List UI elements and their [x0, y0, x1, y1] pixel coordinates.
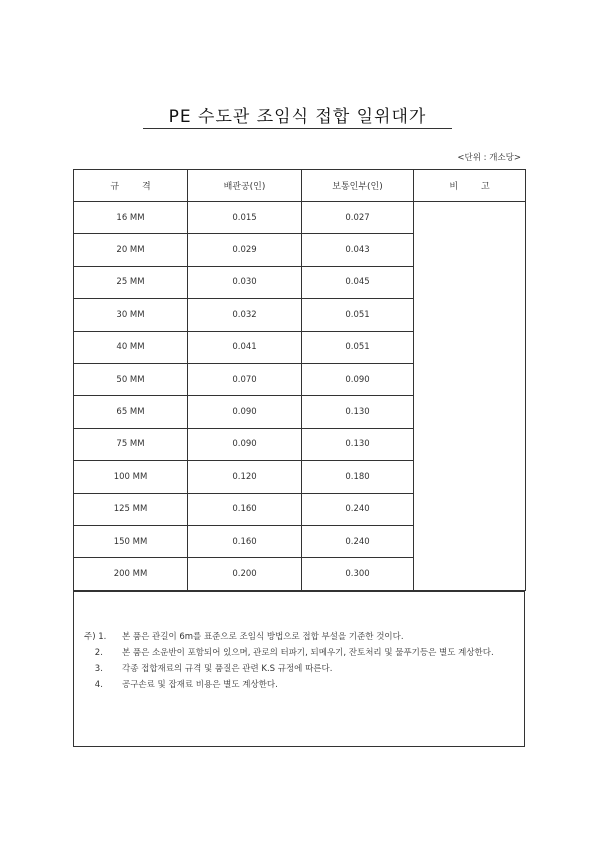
laborer-cell: 0.090: [302, 363, 414, 395]
spec-cell: 75 MM: [74, 428, 188, 460]
spec-cell: 100 MM: [74, 461, 188, 493]
plumber-cell: 0.200: [188, 558, 302, 590]
laborer-cell: 0.240: [302, 525, 414, 557]
spec-cell: 30 MM: [74, 299, 188, 331]
table-header-row: [74, 170, 526, 202]
plumber-cell: 0.029: [188, 234, 302, 266]
header-spec: 규 격: [74, 170, 188, 202]
note-number: 3.: [84, 664, 103, 674]
note-text: 본 품은 관길이 6m를 표준으로 조임식 방법으로 접합 부설을 기준한 것이다.: [122, 632, 404, 642]
plumber-cell: 0.090: [188, 396, 302, 428]
note-text: 공구손료 및 잡재료 비용은 별도 계상한다.: [122, 680, 278, 690]
note-item: [84, 661, 524, 677]
plumber-cell: 0.032: [188, 299, 302, 331]
laborer-cell: 0.051: [302, 299, 414, 331]
header-laborer: 보통인부(인): [302, 170, 414, 202]
laborer-cell: 0.045: [302, 266, 414, 298]
note-item: [84, 629, 524, 645]
note-item: [84, 645, 524, 661]
plumber-cell: 0.120: [188, 461, 302, 493]
spec-cell: 125 MM: [74, 493, 188, 525]
laborer-cell: 0.130: [302, 396, 414, 428]
laborer-cell: 0.240: [302, 493, 414, 525]
note-number: 4.: [84, 680, 103, 690]
plumber-cell: 0.160: [188, 525, 302, 557]
plumber-cell: 0.070: [188, 363, 302, 395]
header-plumber: 배관공(인): [188, 170, 302, 202]
spec-cell: 65 MM: [74, 396, 188, 428]
header-remarks: 비 고: [414, 170, 526, 202]
laborer-cell: 0.043: [302, 234, 414, 266]
plumber-cell: 0.015: [188, 202, 302, 234]
spec-cell: 150 MM: [74, 525, 188, 557]
note-number: 주) 1.: [84, 632, 107, 642]
title-underline: [143, 128, 452, 129]
laborer-cell: 0.027: [302, 202, 414, 234]
laborer-cell: 0.180: [302, 461, 414, 493]
plumber-cell: 0.041: [188, 331, 302, 363]
plumber-cell: 0.090: [188, 428, 302, 460]
spec-cell: 200 MM: [74, 558, 188, 590]
unit-label: <단위 : 개소당>: [457, 153, 521, 163]
page-title: PE 수도관 조임식 접합 일위대가: [168, 107, 427, 127]
labor-rate-table: [73, 169, 526, 591]
notes: [84, 629, 524, 693]
plumber-cell: 0.030: [188, 266, 302, 298]
note-number: 2.: [84, 648, 103, 658]
note-text: 본 품은 소운반이 포함되어 있으며, 관로의 터파기, 되메우기, 잔토처리 및 물푸기등은 별도 계상한다.: [122, 648, 494, 658]
laborer-cell: 0.051: [302, 331, 414, 363]
table-row: [74, 202, 526, 234]
spec-cell: 50 MM: [74, 363, 188, 395]
spec-cell: 16 MM: [74, 202, 188, 234]
remarks-cell: [414, 202, 526, 591]
note-item: [84, 677, 524, 693]
spec-cell: 40 MM: [74, 331, 188, 363]
laborer-cell: 0.300: [302, 558, 414, 590]
spec-cell: 25 MM: [74, 266, 188, 298]
note-text: 각종 접합재료의 규격 및 품질은 관련 K.S 규정에 따른다.: [122, 664, 333, 674]
plumber-cell: 0.160: [188, 493, 302, 525]
spec-cell: 20 MM: [74, 234, 188, 266]
laborer-cell: 0.130: [302, 428, 414, 460]
